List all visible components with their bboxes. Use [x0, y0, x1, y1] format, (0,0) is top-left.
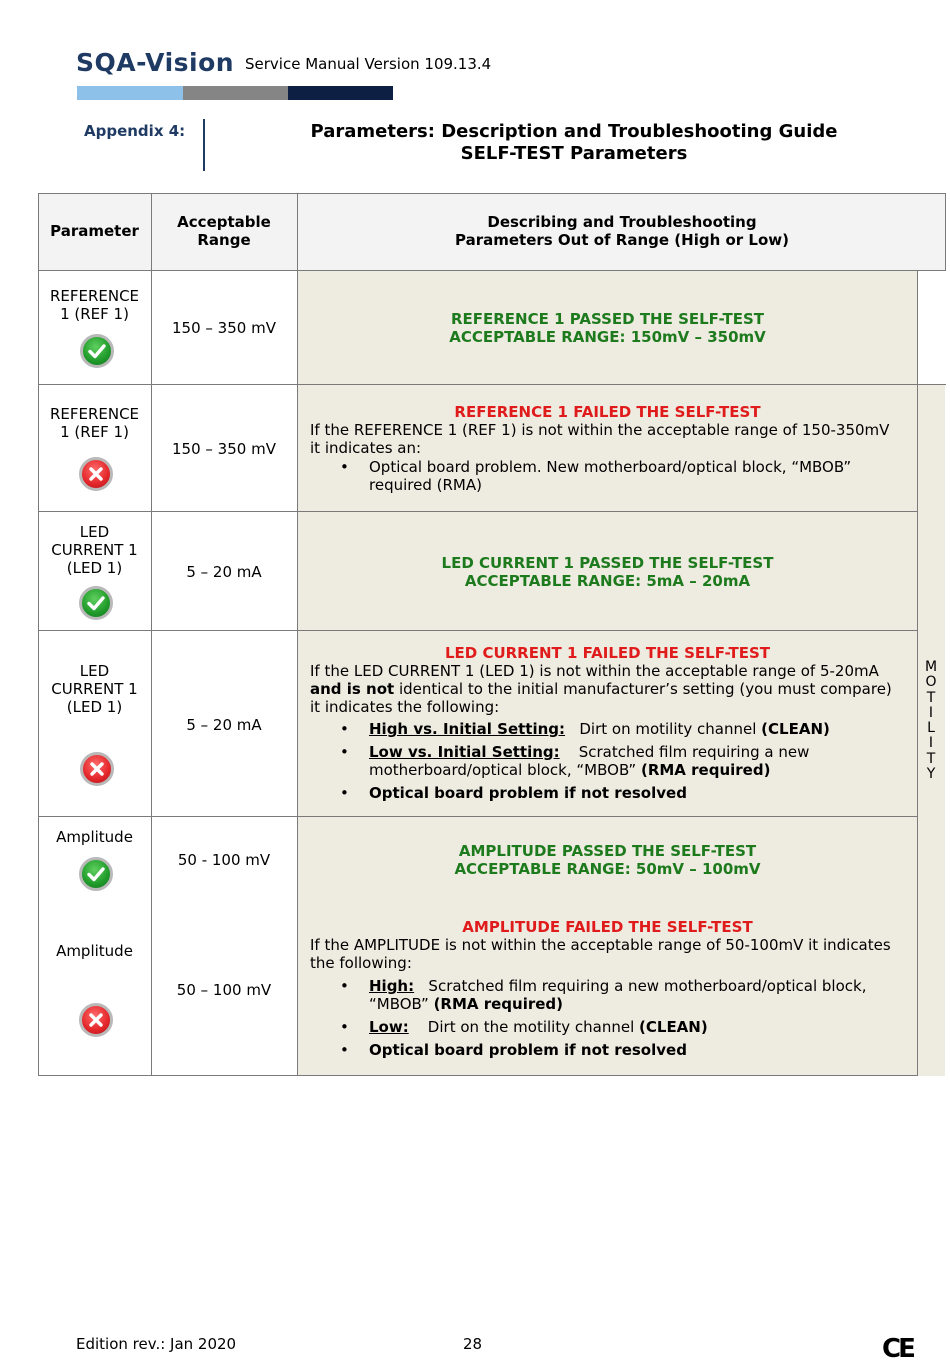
row1-parameter: REFERENCE 1 (REF 1): [49, 287, 140, 323]
grid-line: [38, 270, 946, 271]
row5-parameter: Amplitude: [56, 828, 133, 846]
side-label-letter: Y: [926, 766, 936, 783]
row4-fail-title: LED CURRENT 1 FAILED THE SELF-TEST: [444, 644, 771, 662]
page-subtitle: SELF-TEST Parameters: [460, 143, 688, 164]
row6-parameter: Amplitude: [56, 942, 133, 960]
row5-range: 50 - 100 mV: [177, 851, 271, 869]
row4-parameter: LED CURRENT 1 (LED 1): [51, 662, 138, 716]
header-desc-l1: Describing and Troubleshooting: [487, 213, 757, 231]
row1-pass-title: REFERENCE 1 PASSED THE SELF-TEST ACCEPTABLE RANGE: 150mV – 350mV: [449, 310, 766, 346]
fail-icon: [79, 457, 113, 491]
grid-line: [945, 193, 946, 271]
header-range-l1: Acceptable: [177, 213, 271, 231]
check-icon: [80, 334, 114, 368]
side-label-letter: T: [926, 750, 936, 767]
row6-description: If the AMPLITUDE is not within the acceptable range of 50-100mV it indicates the following: • High: Scratched film requiring a new motherboard/optical block, “MBOB” (RMA required) • Low: Dirt on the motility channel (CLEAN) • Optical board problem if not resolved: [310, 936, 915, 1059]
grid-line: [38, 630, 918, 631]
row6-bullet-2: • Low: Dirt on the motility channel (CLEAN): [310, 1018, 915, 1036]
check-icon: [79, 857, 113, 891]
side-label-letter: O: [925, 674, 937, 691]
row2-bullet-1: • Optical board problem. New motherboard/optical block, “MBOB” required (RMA): [310, 458, 910, 494]
check-icon: [79, 586, 113, 620]
row2-description: If the REFERENCE 1 (REF 1) is not within the acceptable range of 150-350mV it indicates an: • Optical board problem. New motherboard/optical block, “MBOB” required (RMA): [310, 421, 910, 494]
side-label-letter: I: [928, 735, 934, 752]
row4-range: 5 – 20 mA: [186, 716, 262, 734]
appendix-divider: [203, 119, 205, 171]
side-label-letter: I: [928, 704, 934, 721]
row4-bullet-2: • Low vs. Initial Setting: Scratched film requiring a new motherboard/optical block, “MBOB” (RMA required): [310, 743, 915, 779]
page-title: Parameters: Description and Troubleshooting Guide: [310, 121, 838, 142]
grid-line: [38, 1075, 918, 1076]
header-range-l2: Range: [197, 231, 251, 249]
grid-line: [917, 270, 918, 1076]
side-label-motility: [922, 660, 940, 782]
row1-range: 150 – 350 mV: [172, 319, 276, 337]
side-label-letter: L: [927, 720, 935, 737]
row2-parameter: REFERENCE 1 (REF 1): [49, 405, 140, 441]
side-label-letter: T: [926, 689, 936, 706]
row6-fail-title: AMPLITUDE FAILED THE SELF-TEST: [462, 918, 753, 936]
fail-icon: [79, 1003, 113, 1037]
row6-bullet-3: • Optical board problem if not resolved: [310, 1041, 915, 1059]
row4-bullet-3: • Optical board problem if not resolved: [310, 784, 915, 802]
color-bar-gray: [183, 86, 288, 100]
logo: SQA-Vision: [76, 48, 235, 77]
row3-parameter: LED CURRENT 1 (LED 1): [51, 523, 138, 577]
row4-description: If the LED CURRENT 1 (LED 1) is not within the acceptable range of 5-20mA and is not identical to the initial manufacturer’s setting (you must compare) it indicates the following: • High vs. Initial Setting: Dirt on motility channel (CLEAN) • Low vs. Initial Setting: Scratched film requiring a new motherboard/optical block, “MBOB” (RMA required) • Optical board problem if not resolved: [310, 662, 915, 802]
grid-line: [38, 511, 918, 512]
color-bar-light-blue: [77, 86, 183, 100]
header-parameter: Parameter: [50, 222, 139, 240]
side-label-letter: M: [924, 659, 938, 675]
grid-line: [38, 384, 946, 385]
grid-line: [38, 193, 946, 194]
page-number: 28: [463, 1335, 483, 1353]
row2-fail-title: REFERENCE 1 FAILED THE SELF-TEST: [454, 403, 761, 421]
row6-range: 50 – 100 mV: [176, 981, 272, 999]
color-bar-navy: [288, 86, 393, 100]
row4-bullet-1: • High vs. Initial Setting: Dirt on motility channel (CLEAN): [310, 720, 915, 738]
grid-line: [38, 816, 918, 817]
appendix-label: Appendix 4:: [84, 122, 186, 140]
row5-pass-title: AMPLITUDE PASSED THE SELF-TEST ACCEPTABLE RANGE: 50mV – 100mV: [454, 842, 761, 878]
ce-mark-logo: CE: [882, 1334, 913, 1364]
header-desc-l2: Parameters Out of Range (High or Low): [455, 231, 789, 249]
row6-bullet-1: • High: Scratched film requiring a new motherboard/optical block, “MBOB” (RMA required): [310, 977, 915, 1013]
manual-version: Service Manual Version 109.13.4: [245, 55, 492, 73]
edition-label: Edition rev.: Jan 2020: [76, 1335, 237, 1353]
row3-pass-title: LED CURRENT 1 PASSED THE SELF-TEST ACCEPTABLE RANGE: 5mA – 20mA: [441, 554, 774, 590]
row3-range: 5 – 20 mA: [186, 563, 262, 581]
row2-range: 150 – 350 mV: [172, 440, 276, 458]
fail-icon: [80, 752, 114, 786]
